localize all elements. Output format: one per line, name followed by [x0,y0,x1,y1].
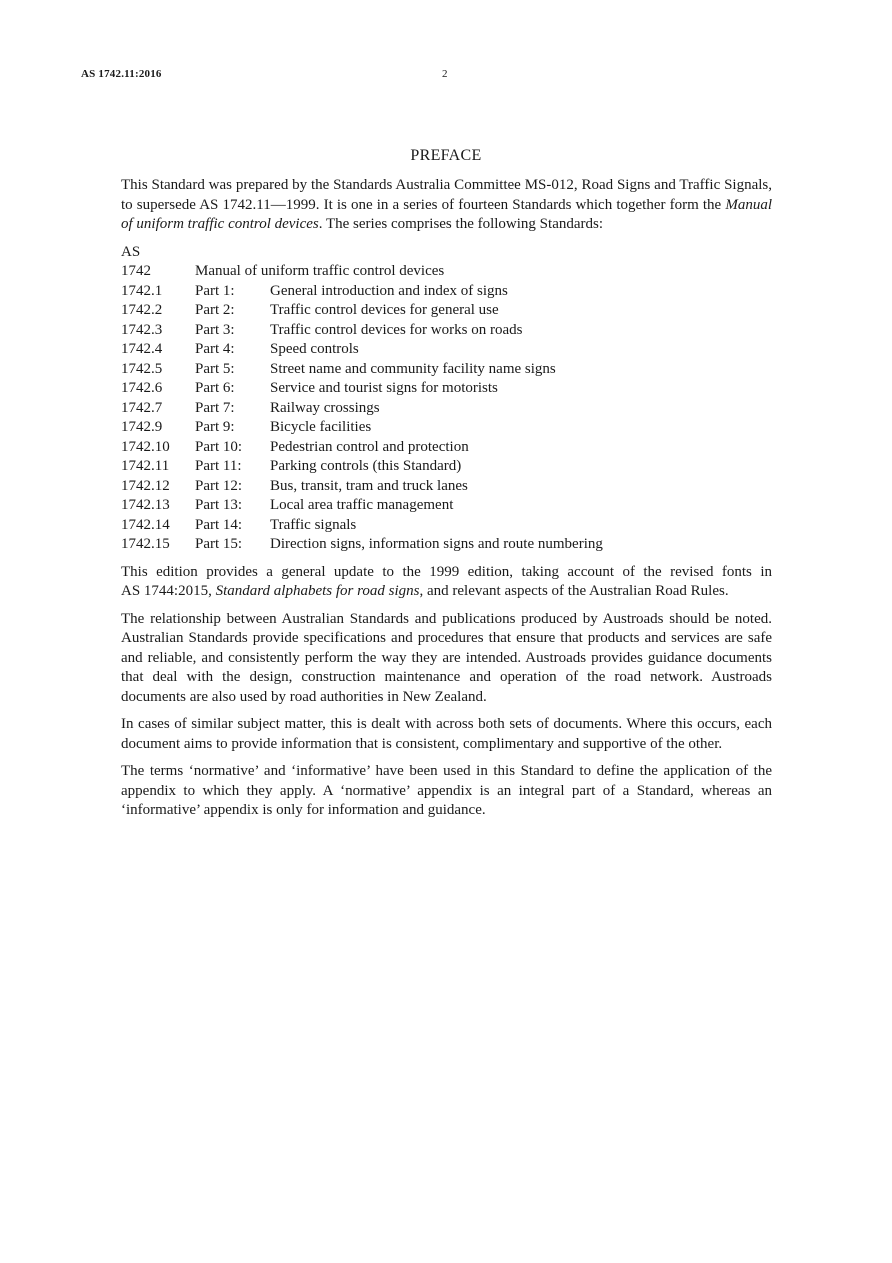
list-prefix: AS [121,243,141,260]
edition-text-end: , and relevant aspects of the Australian Road Rules. [419,583,729,599]
list-item [121,340,772,360]
part-title: Speed controls [270,341,359,357]
standard-number: 1742.15 [121,536,170,552]
list-item [121,438,772,458]
edition-paragraph [121,563,772,602]
list-item [121,477,772,497]
part-title: Pedestrian control and protection [270,438,469,455]
part-label: Part 10: [195,438,243,455]
normative-paragraph: The terms ‘normative’ and ‘informative’ have been used in this Standard to define the application of the appendix to which they apply. A ‘normative’ appendix is an integral part of a Standard, whereas an ‘informative’ appendix is only for information and guidance. [121,763,772,818]
standard-number: 1742.12 [121,477,170,494]
part-title: Local area traffic management [270,497,454,513]
list-prefix-row [121,243,772,263]
standard-number: 1742.2 [121,302,163,318]
part-title: Parking controls (this Standard) [270,458,462,474]
standard-number: 1742.10 [121,438,170,455]
standard-number: 1742.14 [121,516,170,533]
part-label: Part 3: [195,321,235,338]
list-series-row [121,262,772,282]
subject-matter-paragraph: In cases of similar subject matter, this is dealt with across both sets of documents. Where this occurs, each document aims to provide information that is consistent, complimentary and supportive of the other. [121,716,772,752]
part-label: Part 2: [195,302,235,318]
standard-number: 1742.7 [121,399,163,416]
intro-text-start: This Standard was prepared by the Standards Australia Committee MS-012, Road Signs and Traffic Signals, to supersede AS 1742.11—1999. It is one in a series of fourteen Standards which together form the [121,177,772,213]
standard-number: 1742.11 [121,458,170,474]
part-label: Part 11: [195,458,242,474]
list-item [121,301,772,321]
standard-number: 1742.4 [121,341,163,357]
part-title: Direction signs, information signs and route numbering [270,536,603,552]
series-title: Manual of uniform traffic control devices [195,263,445,279]
edition-standard-title: Standard alphabets for road signs [215,583,420,599]
austroads-paragraph: The relationship between Australian Standards and publications produced by Austroads should be noted. Australian Standards provide specifications and procedures that ensure that products and services are safe and reliable, and consistently perform the way they are intended. Austroads provides guidance documents that deal with the design, construction maintenance and operation of the road network. Austroads documents are also used by road authorities in New Zealand. [121,610,772,705]
part-label: Part 13: [195,497,243,513]
part-label: Part 5: [195,360,235,377]
standard-number: 1742.13 [121,497,170,513]
edition-text-start: This edition provides a general update to the 1999 edition, taking account of the revised fonts in AS 1744:2015, [121,563,772,599]
intro-paragraph [121,176,772,235]
intro-text-end: . The series comprises the following Standards: [318,216,604,232]
part-title: General introduction and index of signs [270,282,508,299]
series-number: 1742 [121,263,151,279]
document-id: AS 1742.11:2016 [81,68,162,80]
list-item [121,496,772,516]
standard-number: 1742.6 [121,380,163,396]
document-body [121,176,772,829]
list-item [121,321,772,341]
part-label: Part 4: [195,341,235,357]
part-label: Part 6: [195,380,235,396]
part-label: Part 9: [195,419,235,435]
part-title: Service and tourist signs for motorists [270,380,498,396]
standards-list [121,243,772,555]
list-item [121,360,772,380]
list-item [121,379,772,399]
part-label: Part 14: [195,516,243,533]
page-title: PREFACE [410,147,482,164]
list-items [121,282,772,555]
part-title: Traffic control devices for works on roads [270,321,523,338]
list-item [121,282,772,302]
list-item [121,516,772,536]
part-title: Bicycle facilities [270,419,372,435]
part-title: Traffic signals [270,516,357,533]
list-item [121,457,772,477]
part-title: Street name and community facility name signs [270,360,556,377]
part-title: Railway crossings [270,399,380,416]
part-title: Traffic control devices for general use [270,302,499,318]
page-number: 2 [442,68,448,80]
part-title: Bus, transit, tram and truck lanes [270,477,468,494]
intro-manual-title: Manual of uniform traffic control devices [121,196,772,232]
standard-number: 1742.9 [121,419,163,435]
part-label: Part 15: [195,536,243,552]
part-label: Part 12: [195,477,243,494]
list-item [121,418,772,438]
standard-number: 1742.1 [121,282,163,299]
standard-number: 1742.3 [121,321,163,338]
list-item [121,535,772,555]
part-label: Part 7: [195,399,235,416]
standard-number: 1742.5 [121,360,163,377]
part-label: Part 1: [195,282,235,299]
list-item [121,399,772,419]
